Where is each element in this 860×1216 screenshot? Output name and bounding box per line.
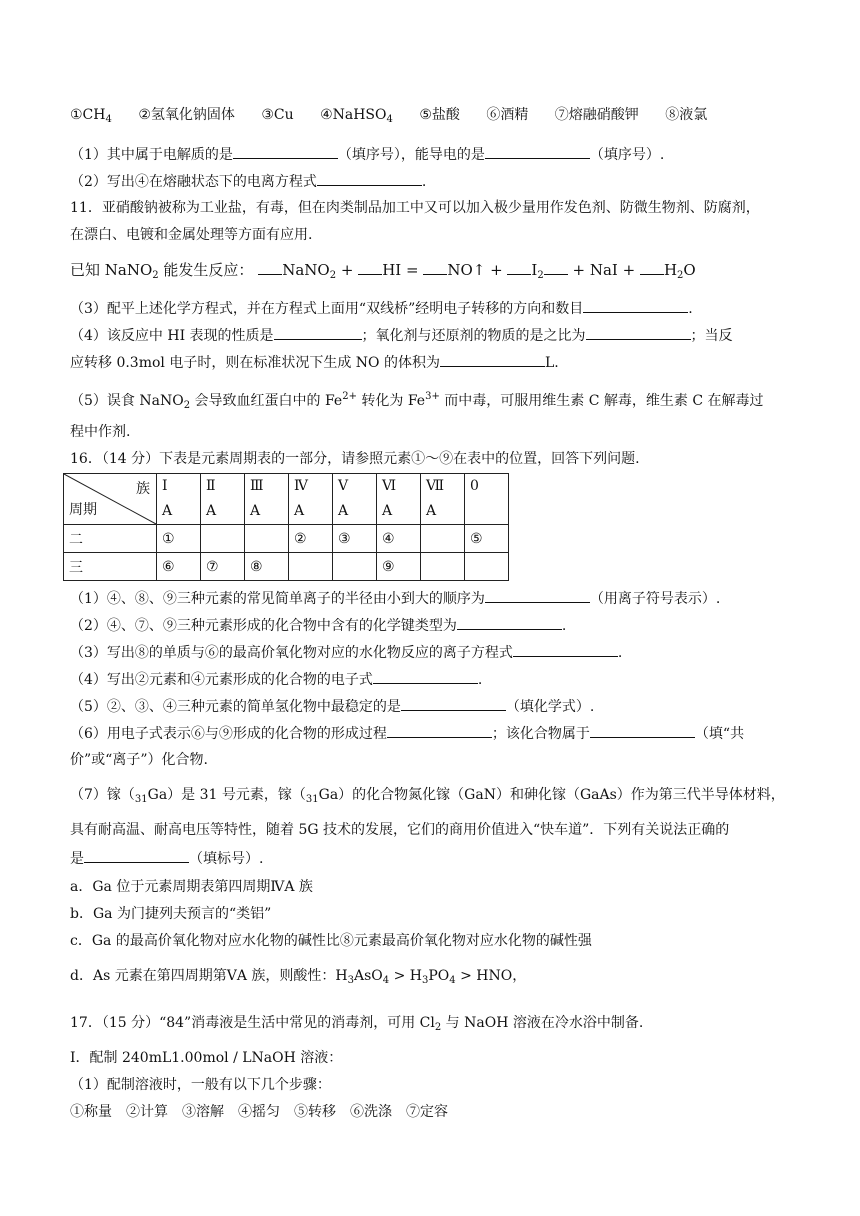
table-cell: ② (289, 525, 333, 553)
option-a: a．Ga 位于元素周期表第四周期ⅣA 族 (70, 879, 313, 895)
group-header: 0 (465, 474, 509, 525)
q16-6: （6）用电子式表示⑥与⑨形成的化合物的形成过程 ；该化合物属于 （填“共 (70, 723, 800, 744)
question-1: （1）其中属于电解质的是 （填序号），能导电的是 （填序号）. (70, 144, 800, 165)
period-label: 三 (64, 553, 157, 581)
question-5-cont: 程中作剂. (70, 424, 131, 440)
q16-7: （7）镓$(_{31}Ga)$是 31 号元素，镓$(_{31}Ga)$的化合物氮化镓（GaN）和砷化镓（GaAs）作为第三代半导体材料， (70, 787, 785, 805)
question-4: （4）该反应中 HI 表现的性质是 ；氧化剂与还原剂的物质的是之比为 ；当反 (70, 325, 800, 346)
table-cell: ⑤ (465, 525, 509, 553)
table-cell: ⑧ (245, 553, 289, 581)
table-row (64, 525, 509, 553)
item-7: ⑦熔融硝酸钾 (554, 107, 639, 123)
q16-6-cont: 价”或“离子”）化合物. (70, 752, 208, 768)
group-header: Ⅲ A (245, 474, 289, 525)
option-d: d．As 元素在第四周期第ⅤA 族，则酸性：$H_3AsO_4 > H_3PO_4$ > HNO， (70, 968, 527, 986)
table-cell (421, 525, 465, 553)
question-4-cont: 应转移 0.3mol 电子时，则在标准状况下生成 NO 的体积为 L. (70, 352, 800, 373)
group-header: Ⅵ A (377, 474, 421, 525)
table-cell: ④ (377, 525, 421, 553)
q16-7-answer: 是 （填标号）. (70, 848, 800, 869)
problem-16: 16．（14 分）下表是元素周期表的一部分，请参照元素①～⑨在表中的位置，回答下列问题. (70, 451, 640, 467)
table-corner (64, 474, 157, 525)
problem-11-line1: 11．亚硝酸钠被称为工业盐，有毒，但在肉类制品加工中又可以加入极少量用作发色剂、防微生物剂、防腐剂， (70, 200, 760, 216)
question-3: （3）配平上述化学方程式，并在方程式上面用“双线桥”经明电子转移的方向和数目 . (70, 298, 800, 319)
step-intro: （1）配制溶液时，一般有以下几个步骤： (70, 1077, 331, 1093)
item-4: ④NaHSO$_4$ (320, 107, 393, 125)
steps-list: ①称量 ②计算 ③溶解 ④摇匀 ⑤转移 ⑥洗涤 ⑦定容 (70, 1104, 448, 1120)
q16-5: （5）②、③、④三种元素的简单氢化物中最稳定的是 （填化学式）. (70, 696, 800, 717)
problem-17: 17．（15 分）“84”消毒液是生活中常见的消毒剂，可用 $Cl_2$ 与 NaOH 溶液在冷水浴中制备. (70, 1015, 644, 1033)
group-header: Ⅰ A (157, 474, 201, 525)
substance-list (70, 105, 800, 130)
table-cell (201, 525, 245, 553)
section-1-title: Ⅰ．配制 240mL1.00mol / LNaOH 溶液： (70, 1050, 343, 1066)
option-c: c．Ga 的最高价氧化物对应水化物的碱性比⑧元素最高价氧化物对应水化物的碱性强 (70, 933, 592, 949)
problem-11-line2: 在漂白、电镀和金属处理等方面有应用. (70, 227, 313, 243)
item-6: ⑥酒精 (486, 107, 529, 123)
q16-7-cont: 具有耐高温、耐高电压等特性，随着 5G 技术的发展，它们的商用价值进入“快车道”．下列有关说法正确的 (70, 822, 730, 838)
corner-period-label: 周期 (69, 502, 97, 518)
table-cell: ① (157, 525, 201, 553)
table-cell (421, 553, 465, 581)
question-5: （5）误食 NaNO$_2$ 会导致血红蛋白中的 $Fe^{2+}$ 转化为 $Fe^{3+}$ 而中毒，可服用维生素 C 解毒，维生素 C 在解毒过 (70, 391, 764, 411)
group-header: Ⅳ A (289, 474, 333, 525)
item-8: ⑧液氯 (665, 107, 708, 123)
table-cell: ③ (333, 525, 377, 553)
period-label: 二 (64, 525, 157, 553)
reaction-equation: 已知 NaNO$_2$ 能发生反应： NaNO$_2$ + HI = NO↑ + $I_2$ + NaI + $H_2O$ (70, 261, 696, 281)
q16-2: （2）④、⑦、⑨三种元素形成的化合物中含有的化学键类型为 . (70, 615, 800, 636)
option-b: b．Ga 为门捷列夫预言的“类铝” (70, 906, 272, 922)
periodic-table (63, 473, 509, 581)
item-5: ⑤盐酸 (419, 107, 460, 123)
q16-4: （4）写出②元素和④元素形成的化合物的电子式 . (70, 669, 800, 690)
table-cell (333, 553, 377, 581)
group-header: Ⅴ A (333, 474, 377, 525)
question-2: （2）写出④在熔融状态下的电离方程式 . (70, 171, 800, 192)
item-3: ③Cu (261, 107, 294, 123)
table-cell (465, 553, 509, 581)
item-2: ②氢氧化钠固体 (138, 107, 235, 123)
table-cell (245, 525, 289, 553)
corner-group-label: 族 (136, 481, 150, 497)
q16-1: （1）④、⑧、⑨三种元素的常见简单离子的半径由小到大的顺序为 （用离子符号表示）. (70, 588, 800, 609)
q16-3: （3）写出⑧的单质与⑥的最高价氧化物对应的水化物反应的离子方程式 . (70, 642, 800, 663)
table-cell: ⑨ (377, 553, 421, 581)
table-row (64, 553, 509, 581)
table-cell (289, 553, 333, 581)
group-header: Ⅶ A (421, 474, 465, 525)
group-header: Ⅱ A (201, 474, 245, 525)
table-cell: ⑥ (157, 553, 201, 581)
item-1: $①CH_4$ (70, 107, 112, 125)
table-cell: ⑦ (201, 553, 245, 581)
